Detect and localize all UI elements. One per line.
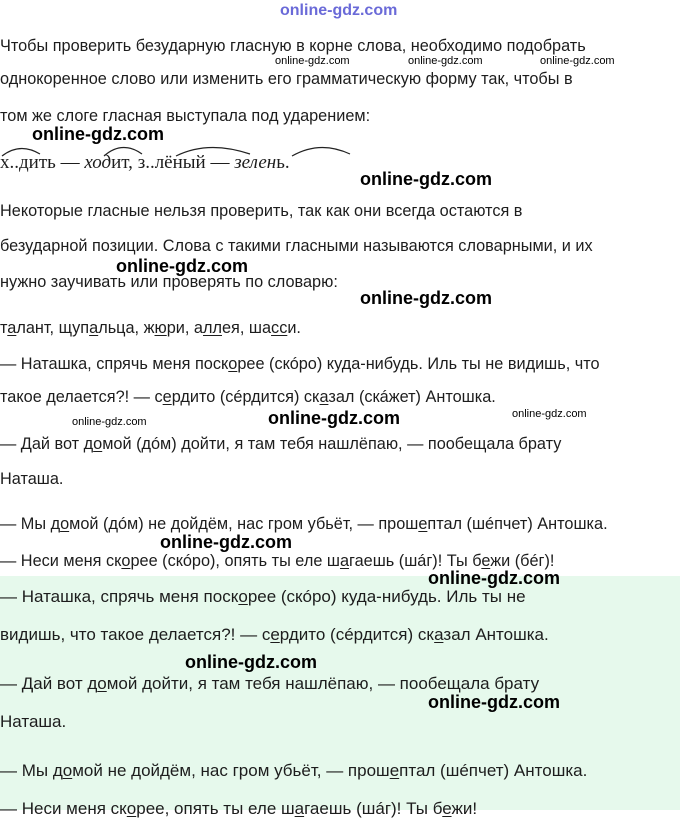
underlined-letter: о [228,355,238,373]
vocab-rule-line-3: нужно заучивать или проверять по словарю: [0,273,338,291]
underlined-letter: е [442,799,452,818]
watermark: online-gdz.com [275,55,350,67]
example-word-2-root: ход [84,152,112,173]
watermark: online-gdz.com [360,288,492,308]
text: рее, опять ты еле ш [136,799,295,818]
text: мой (дóм) не дойдём, нас гром убьёт, — прош [69,515,419,533]
dialogue-line [0,514,608,534]
watermark: online-gdz.com [160,532,292,552]
watermark: online-gdz.com [512,408,587,420]
dialogue-line [0,354,600,374]
underlined-letter: а [294,799,305,818]
underlined-letter: а [89,319,99,337]
example-word-4-ending: ь. [276,152,290,173]
text: — Наташка, спрячь меня поск [0,355,229,373]
underlined-letter: е [270,625,280,644]
root-arc-3 [176,147,250,156]
watermark: online-gdz.com [185,652,317,672]
text: — Неси меня ск [0,799,127,818]
underlined-letter: о [238,587,248,606]
example-word-2-ending: ит, [111,152,133,173]
example-word-3: з..лёный [132,152,206,173]
watermark: online-gdz.com [428,568,560,588]
watermark: online-gdz.com [408,55,483,67]
underlined-letter: а [339,552,350,570]
root-arc-4 [292,147,350,156]
underlined-letter: сс [271,319,288,337]
text: — Неси меня ск [0,552,122,570]
text: рее (скóро), опять ты еле ш [130,552,340,570]
text: жи! [451,799,478,818]
dialogue-line: Наташа. [0,470,64,488]
text: зал Антошка. [443,625,549,644]
text: мой (дóм) дойти, я там тебя нашлёпаю, — пообещала брату [102,435,562,453]
underlined-letter: о [93,435,103,453]
vocab-rule-line-2: безударной позиции. Слова с такими гласными называются словарными, и их [0,237,593,255]
rule-line-3: том же слоге гласная выступала под ударением: [0,107,371,125]
text: льца, ж [98,319,155,337]
underlined-letter: о [60,515,70,533]
example-word-1: х..дить [0,152,56,173]
answer-line: Наташа. [0,712,67,731]
answer-line [0,625,549,645]
underlined-letter: о [62,761,73,780]
text: видишь, что такое делается?! — с [0,625,271,644]
watermark: online-gdz.com [32,124,164,144]
text: ея, ша [222,319,272,337]
text: птал (шéпчет) Антошка. [399,761,588,780]
underlined-letter: о [121,552,131,570]
dialogue-line [0,434,561,454]
vocab-rule-line-1: Некоторые гласные нельзя проверить, так как они всегда остаются в [0,202,523,220]
watermark: online-gdz.com [72,416,147,428]
text: — Мы д [0,515,61,533]
underlined-letter: е [481,552,491,570]
underlined-letter: е [389,761,400,780]
site-header-watermark: online-gdz.com [280,2,398,19]
text: — Наташка, спрячь меня поск [0,587,239,606]
example-dash-1: — [55,152,85,173]
underlined-letter: а [434,625,444,644]
text: птал (шéпчет) Антошка. [427,515,608,533]
underlined-letter: а [7,319,17,337]
underlined-letter: ю [154,319,167,337]
text: и. [287,319,301,337]
text: жи (бéг)! [490,552,555,570]
watermark: online-gdz.com [116,256,248,276]
watermark: online-gdz.com [360,169,492,189]
answer-line [0,799,477,819]
text: рее (скóро) куда-нибудь. Иль ты не [247,587,526,606]
answer-line [0,674,539,694]
text: рдито (сéрдится) ск [279,625,435,644]
example-word-4-root: зелен [234,152,277,173]
vocabulary-words [0,318,301,338]
underlined-letter: е [162,388,172,406]
answer-line [0,761,587,781]
underlined-letter: лл [202,319,222,337]
root-arc-2 [104,147,142,156]
root-arc-1 [2,148,40,156]
text: ри, а [166,319,203,337]
example-dash-2: — [205,152,235,173]
underlined-letter: е [418,515,428,533]
text: рее (скóро) куда-нибудь. Иль ты не видишь, что [237,355,600,373]
text: рдито (сéрдится) ск [171,388,320,406]
text: — Дай вот д [0,435,94,453]
watermark: online-gdz.com [428,692,560,712]
text: лант, щуп [16,319,90,337]
underlined-letter: о [126,799,137,818]
answer-line [0,587,526,607]
text: — Дай вот д [0,674,98,693]
underlined-letter: о [97,674,107,693]
text: такое делается?! — с [0,388,163,406]
text: т [0,319,8,337]
rule-line-1: Чтобы проверить безударную гласную в корне слова, необходимо подобрать [0,37,586,55]
dialogue-line [0,387,496,407]
text: гаешь (шáг)! Ты б [304,799,443,818]
underlined-letter: а [319,388,329,406]
text: гаешь (шáг)! Ты б [349,552,482,570]
rule-line-2: однокоренное слово или изменить его грамматическую форму так, чтобы в [0,70,573,88]
text: — Мы д [0,761,63,780]
watermark: online-gdz.com [268,408,400,428]
watermark: online-gdz.com [540,55,615,67]
text: мой дойти, я там тебя нашлёпаю, — пообещала брату [106,674,540,693]
text: мой не дойдём, нас гром убьёт, — прош [72,761,390,780]
text: зал (скáжет) Антошка. [328,388,496,406]
